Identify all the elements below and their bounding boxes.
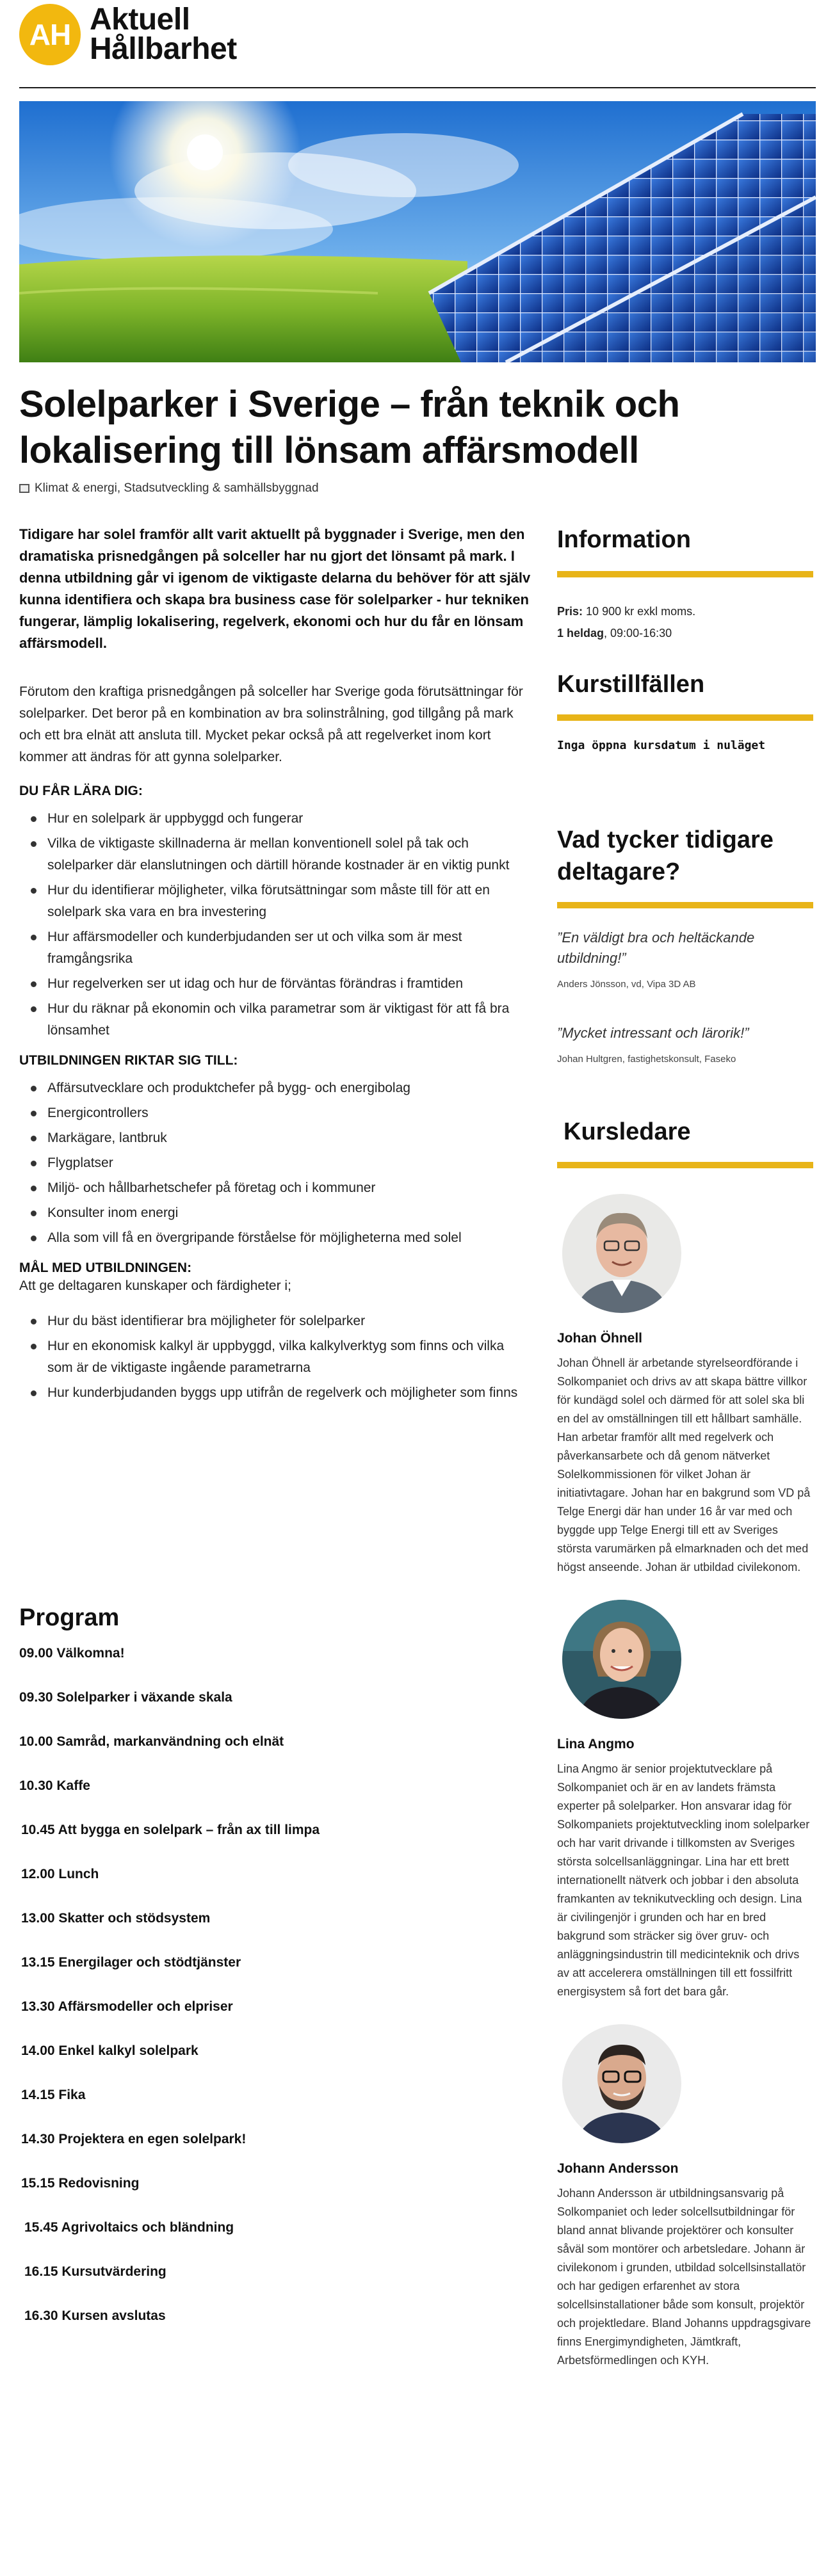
program-item: 15.15 Redovisning: [21, 2176, 140, 2191]
list-item: Hur en solelpark är uppbyggd och fungerar: [19, 808, 531, 830]
list-item: Alla som vill få en övergripande förståelse för möjligheterna med solel: [19, 1227, 531, 1249]
list-item: Flygplatser: [19, 1152, 531, 1174]
category-line: [19, 481, 319, 495]
price-label: Pris:: [557, 605, 583, 618]
list-item: Hur affärsmodeller och kunderbjudanden ser ut och vilka som är mest framgångsrika: [19, 926, 531, 970]
review: [557, 928, 813, 990]
leaders-heading: Kursledare: [563, 1118, 691, 1145]
solar-field-illustration: [19, 101, 816, 362]
program-item: 14.15 Fika: [21, 2088, 86, 2102]
list-item: Energicontrollers: [19, 1102, 531, 1124]
review-author: Anders Jönsson, vd, Vipa 3D AB: [557, 979, 696, 990]
program-item: 14.30 Projektera en egen solelpark!: [21, 2132, 247, 2146]
program-item: 15.45 Agrivoltaics och bländning: [24, 2220, 234, 2235]
reviews-heading: Vad tycker tidigare deltagare?: [557, 826, 774, 885]
leader-bio: Johann Andersson är utbildningsansvarig på Solkompaniet och leder solcellsutbildningar för bland annat blivande projektörer och konsulter såväl som montörer och arbetsledare. Johann är civilekonom i grunden, utbildad solcellsinstallatör och har gedigen erfarenhet av stora solcellsinstallationer både som konsult, projektör och projektledare. Bland Johanns uppdragsgivare finns Energimyndigheten, Jämtkraft, Arbetsförmedlingen och KYH.: [557, 2187, 811, 2367]
course-description: [19, 524, 531, 1407]
review-quote: ”Mycket intressant och lärorik!”: [557, 1025, 749, 1041]
list-item: Markägare, lantbruk: [19, 1127, 531, 1149]
list-item: Affärsutvecklare och produktchefer på bygg- och energibolag: [19, 1077, 531, 1099]
program-item: 10.00 Samråd, markanvändning och elnät: [19, 1734, 284, 1749]
category-links[interactable]: Klimat & energi, Stadsutveckling & samhällsbyggnad: [35, 481, 319, 495]
duration-value: , 09:00-16:30: [604, 627, 672, 640]
target-heading: UTBILDNINGEN RIKTAR SIG TILL:: [19, 1053, 238, 1068]
list-item: Vilka de viktigaste skillnaderna är mellan konventionell solel på tak och solelparker där elanslutningen och därtill hörande kostnader är en viktig punkt: [19, 833, 531, 876]
list-item: Hur du räknar på ekonomin och vilka parametrar som är viktigast för att få bra lönsamhet: [19, 998, 531, 1042]
leader-name: Johan Öhnell: [557, 1331, 643, 1346]
leader-name: Johann Andersson: [557, 2161, 679, 2176]
info-heading: Information: [557, 526, 691, 553]
program-item: 13.15 Energilager och stödtjänster: [21, 1955, 241, 1970]
list-item: Hur kunderbjudanden byggs upp utifrån de regelverk och möjligheter som finns: [19, 1382, 531, 1404]
goal-heading: MÅL MED UTBILDNINGEN:: [19, 1260, 192, 1275]
program-item: 16.15 Kursutvärdering: [24, 2264, 166, 2279]
body-paragraph: Förutom den kraftiga prisnedgången på solceller har Sverige goda förutsättningar för solelparker. Det beror på en kombination av bra solinstrålning, god tillgång på mark och ett bra elnät att ansluta till. Mycket pekar också på att regelverket inom kort kommer att ändras för att gynna solelparker.: [19, 684, 523, 764]
review: [557, 1023, 813, 1065]
leader-card: [557, 1600, 813, 2001]
program-section: [19, 1604, 531, 2353]
program-item: 10.30 Kaffe: [19, 1778, 90, 1793]
program-item: 09.30 Solelparker i växande skala: [19, 1690, 232, 1705]
leader-card: [557, 2024, 813, 2370]
list-item: Hur en ekonomisk kalkyl är uppbyggd, vilka kalkylverktyg som finns och vilka som är de viktigaste ingående parametrarna: [19, 1335, 531, 1379]
list-item: Miljö- och hållbarhetschefer på företag och i kommuner: [19, 1177, 531, 1199]
accent-bar: [557, 714, 813, 721]
list-item: Konsulter inom energi: [19, 1202, 531, 1224]
logo-badge: AH: [19, 4, 81, 65]
review-quote: ”En väldigt bra och heltäckande utbildning!”: [557, 930, 755, 966]
folder-icon: [19, 484, 29, 493]
page-title: Solelparker i Sverige – från teknik och lokalisering till lönsam affärsmodell: [19, 383, 680, 471]
leader-card: [557, 1194, 813, 1577]
accent-bar: [557, 571, 813, 577]
accent-bar: [557, 902, 813, 908]
accent-bar: [557, 1162, 813, 1168]
hero-image: [19, 101, 816, 362]
program-heading: Program: [19, 1604, 120, 1631]
sidebar: [557, 524, 813, 2370]
goal-list: [19, 1310, 531, 1404]
lead-paragraph: Tidigare har solel framför allt varit aktuellt på byggnader i Sverige, men den dramatiska prisnedgången på solceller har nu gjort det lönsamt på mark. I denna utbildning går vi igenom de viktigaste delarna du behöver för att själv kunna identifiera och skapa bra business case för solelparker - hur tekniken fungerar, lämplig lokalisering, regelverk, ekonomi och hur du får en lönsam affärsmodell.: [19, 526, 531, 651]
leader-name: Lina Angmo: [557, 1737, 635, 1751]
price-value: 10 900 kr exkl moms.: [586, 605, 696, 618]
target-list: [19, 1077, 531, 1249]
leader-portrait: [562, 1600, 681, 1719]
leader-portrait: [562, 1194, 681, 1313]
program-item: 16.30 Kursen avslutas: [24, 2308, 166, 2323]
program-item: 13.30 Affärsmodeller och elpriser: [21, 1999, 233, 2014]
leader-bio: Lina Angmo är senior projektutvecklare på Solkompaniet och är en av landets främsta experter på solelparker. Hon ansvarar idag för Solkompaniets projektutveckling inom solelparker och har varit drivande i tillkomsten av Sveriges största solcellsanläggningar. Lina har ett brett internationellt nätverk och jobbar i den absoluta framkanten av teknikutveckling och design. Lina är civilingenjör i grunden och har en bred bakgrund som sträcker sig över gruv- och anläggningsindustrin till medicinteknik och drivs av att accelerera omställningen till ett fossilfritt energisystem så fort det bara går.: [557, 1762, 810, 1998]
goal-intro: Att ge deltagaren kunskaper och färdigheter i;: [19, 1278, 291, 1293]
list-item: Hur du bäst identifierar bra möjligheter för solelparker: [19, 1310, 531, 1332]
dates-heading: Kurstillfällen: [557, 671, 705, 698]
learn-heading: DU FÅR LÄRA DIG:: [19, 784, 143, 798]
site-header: [19, 0, 816, 88]
program-item: 12.00 Lunch: [21, 1867, 99, 1881]
no-dates-message: Inga öppna kursdatum i nuläget: [557, 739, 766, 752]
program-item: 13.00 Skatter och stödsystem: [21, 1911, 211, 1926]
list-item: Hur regelverken ser ut idag och hur de förväntas förändras i framtiden: [19, 973, 531, 995]
program-item: 14.00 Enkel kalkyl solelpark: [21, 2043, 199, 2058]
review-author: Johan Hultgren, fastighetskonsult, Faseko: [557, 1054, 736, 1065]
learn-list: [19, 808, 531, 1042]
program-item: 09.00 Välkomna!: [19, 1646, 125, 1661]
program-item: 10.45 Att bygga en solelpark – från ax till limpa: [21, 1823, 320, 1837]
list-item: Hur du identifierar möjligheter, vilka förutsättningar som måste till för att en solelpark ska vara en bra investering: [19, 880, 531, 923]
logo-wordmark: Aktuell Hållbarhet: [90, 3, 237, 66]
duration-label: 1 heldag: [557, 627, 604, 640]
site-logo[interactable]: [19, 4, 237, 65]
leader-bio: Johan Öhnell är arbetande styrelseordförande i Solkompaniet och drivs av att skapa bättre villkor för kundägd solel och därmed för att solel ska bli en del av omställningen till ett hållbart samhälle. Han arbetar framför allt med regelverk och påverkansarbete och då genom nätverket Solelkommissionen för vilket Johan är initiativtagare. Johan har en bakgrund som VD på Telge Energi där han under 16 år var med och byggde upp Telge Energi till ett av Sveriges största varumärken på elmarknaden och det med högst anseende. Johan är utbildad civilekonom.: [557, 1356, 811, 1574]
info-details: [557, 600, 813, 644]
leader-portrait: [562, 2024, 681, 2143]
